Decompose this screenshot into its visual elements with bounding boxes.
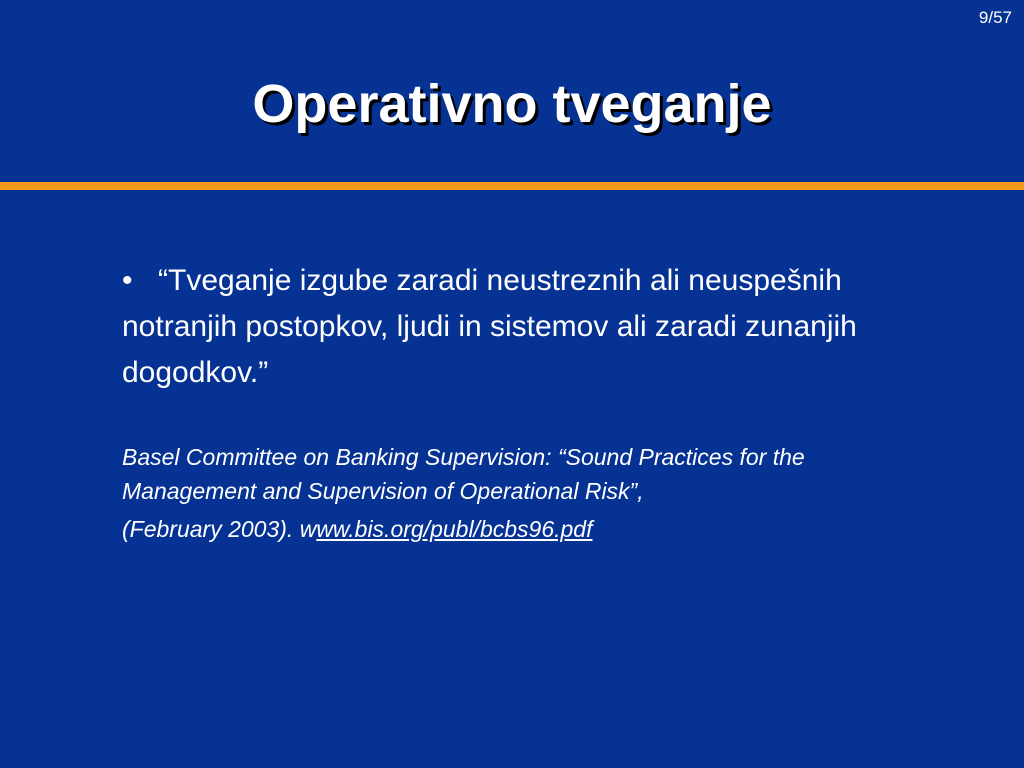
- bullet-item: [122, 258, 882, 396]
- slide-title: Operativno tveganje: [252, 74, 772, 134]
- bullet-icon: •: [122, 264, 133, 297]
- page-number: 9/57: [978, 8, 1012, 27]
- slide-body: [122, 258, 882, 546]
- quote-text: “Tveganje izgube zaradi neustreznih ali neuspešnih notranjih postopkov, ljudi in sistemov ali zaradi zunanjih dogodkov.”: [122, 264, 857, 389]
- citation-text: Basel Committee on Banking Supervision: “Sound Practices for the Management and Supervision of Operational Risk”,: [122, 444, 805, 504]
- citation-date: (February 2003). w: [122, 516, 317, 542]
- citation-date-line: [122, 512, 882, 546]
- citation: [122, 440, 882, 546]
- citation-link[interactable]: ww.bis.org/publ/bcbs96.pdf: [316, 516, 593, 542]
- title-divider: [0, 182, 1024, 190]
